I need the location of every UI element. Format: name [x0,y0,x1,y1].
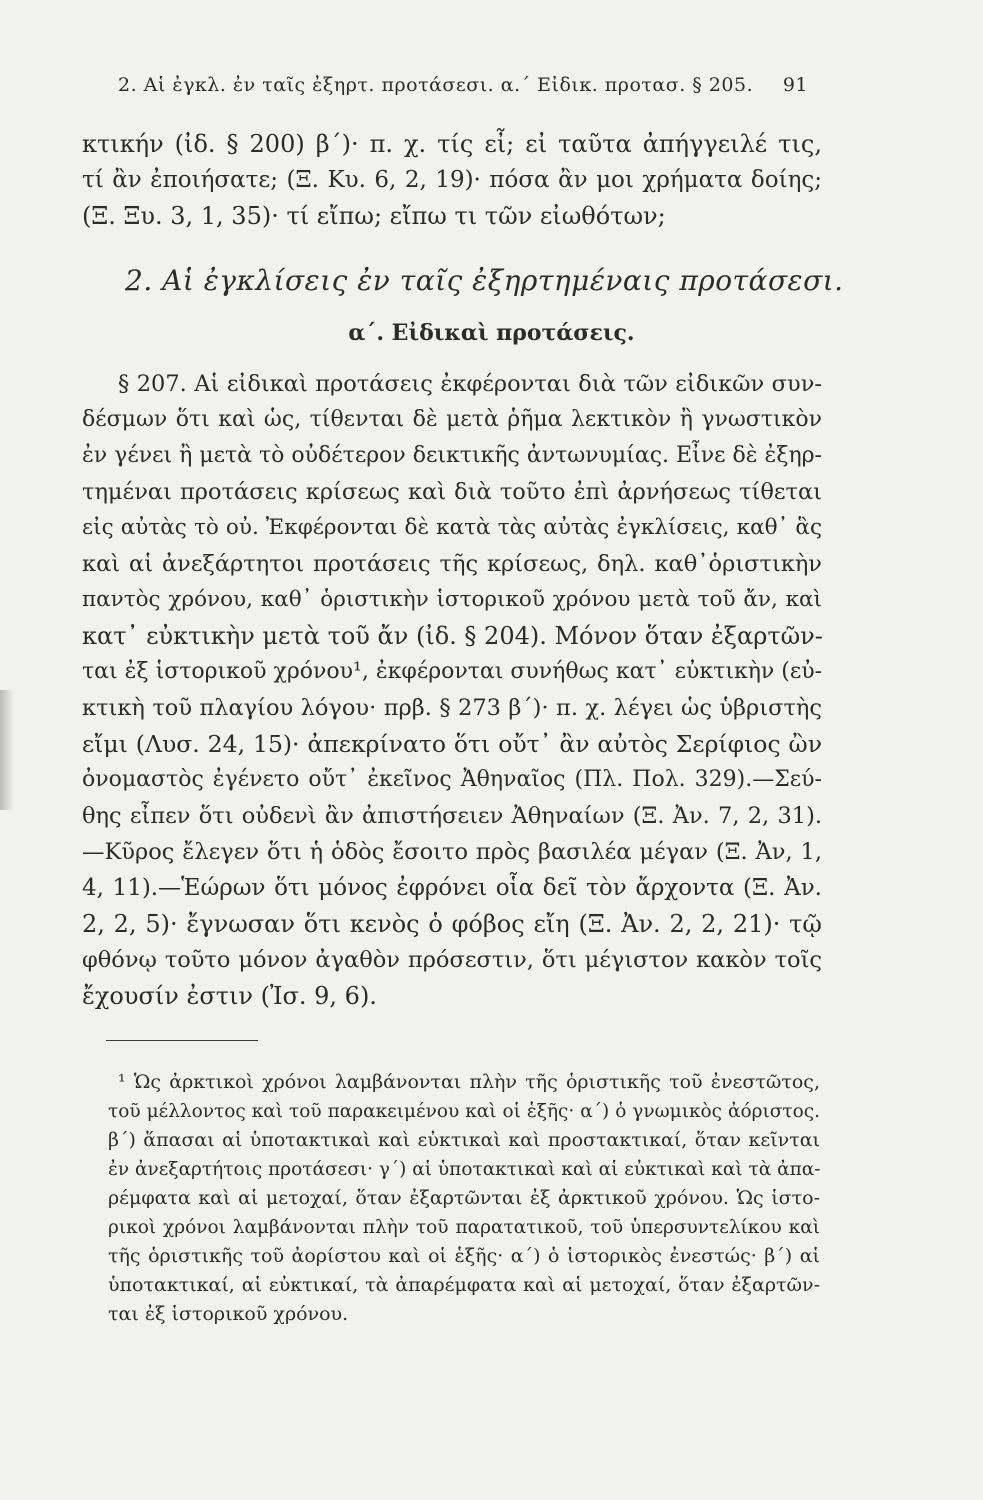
footnote-rule [106,1040,258,1041]
intro-line: κτικήν (ἰδ. § 200) β΄)· π. χ. τίς εἶ; εἰ ταῦτα ἀπήγγειλέ τις, [82,130,822,158]
body-line: ται ἐξ ἱστορικοῦ χρόνου¹, ἐκφέρονται συνήθως κατ᾽ εὐκτικὴν (εὐ- [82,659,823,684]
body-line: —Κῦρος ἔλεγεν ὅτι ἡ ὁδὸς ἔσοιτο πρὸς βασιλέα μέγαν (Ξ. Ἀν, 1, [82,839,822,865]
body-line: καὶ αἱ ἀνεξάρτητοι προτάσεις τῆς κρίσεως, δηλ. καθ᾽ὁριστικὴν [82,551,822,577]
body-line: εἰς αὐτὰς τὸ οὐ. Ἐκφέρονται δὲ κατὰ τὰς αὐτὰς ἐγκλίσεις, καθ᾽ ἃς [82,515,822,540]
footnote-line: ρέμφατα καὶ αἱ μετοχαί, ὅταν ἐξαρτῶνται ἐξ ἀρκτικοῦ χρόνου. Ὡς ἱστο- [108,1187,820,1209]
body-line: παντὸς χρόνου, καθ᾽ ὁριστικὴν ἱστορικοῦ χρόνου μετὰ τοῦ ἄν, καὶ [82,587,822,612]
footnote-line: ἐν ἀνεξαρτήτοις προτάσεσι· γ΄) αἱ ὑποτακτικαὶ καὶ αἱ εὐκτικαὶ καὶ τὰ ἀπα- [108,1159,821,1180]
footnote-line: ¹ Ὡς ἀρκτικοὶ χρόνοι λαμβάνονται πλὴν τῆς ὁριστικῆς τοῦ ἐνεστῶτος, [118,1071,820,1093]
body-line: ἐν γένει ἢ μετὰ τὸ οὐδέτερον δεικτικῆς ἀντωνυμίας. Εἶνε δὲ ἐξηρ- [82,443,822,468]
page-number: 91 [782,74,808,96]
body-line: § 207. Αἱ εἰδικαὶ προτάσεις ἐκφέρονται διὰ τῶν εἰδικῶν συν- [118,371,822,397]
body-line: θης εἶπεν ὅτι οὐδενὶ ἂν ἀπιστήσειεν Ἀθηναίων (Ξ. Ἀν. 7, 2, 31). [82,803,822,829]
footnote-line: τοῦ μέλλοντος καὶ τοῦ παρακειμένου καὶ οἱ ἑξῆς· α΄) ὁ γνωμικὸς ἀόριστος. [108,1101,820,1122]
body-line: 4, 11).—Ἑώρων ὅτι μόνος ἐφρόνει οἷα δεῖ τὸν ἄρχοντα (Ξ. Ἀν. [82,875,822,901]
body-line: κτικὴ τοῦ πλαγίου λόγου· πρβ. § 273 β΄)· π. χ. λέγει ὡς ὑβριστὴς [82,695,822,721]
footnote-line: ρικοὶ χρόνοι λαμβάνονται πλὴν τοῦ παρατατικοῦ, τοῦ ὑπερσυντελίκου καὶ [108,1217,820,1238]
body-line: τημέναι προτάσεις κρίσεως καὶ διὰ τοῦτο ἐπὶ ἀρνήσεως τίθεται [82,479,822,505]
body-line: εἴμι (Λυσ. 24, 15)· ἀπεκρίνατο ὅτι οὔτ᾽ ἂν αὐτὸς Σερίφιος ὢν [82,730,822,758]
page-edge-shadow [0,690,14,810]
body-line: ὀνομαστὸς ἐγένετο οὔτ᾽ ἐκεῖνος Ἀθηναῖος (Πλ. Πολ. 329).—Σεύ- [82,767,822,792]
body-line: φθόνῳ τοῦτο μόνον ἀγαθὸν πρόσεστιν, ὅτι μέγιστον κακὸν τοῖς [82,947,822,973]
footnote-line: β΄) ἅπασαι αἱ ὑποτακτικαὶ καὶ εὐκτικαὶ καὶ προστακτικαί, ὅταν κεῖνται [108,1129,820,1151]
body-line: δέσμων ὅτι καὶ ὡς, τίθενται δὲ μετὰ ῥῆμα λεκτικὸν ἢ γνωστικὸν [82,407,822,432]
running-head [118,74,808,104]
footnote-line: ὑποτακτικαί, αἱ εὐκτικαί, τὰ ἀπαρέμφατα καὶ αἱ μετοχαί, ὅταν ἐξαρτῶν- [108,1274,820,1296]
footnote-line: τῆς ὁριστικῆς τοῦ ἀορίστου καὶ οἱ ἑξῆς· α΄) ὁ ἱστορικὸς ἐνεστώς· β΄) αἱ [108,1245,820,1267]
subsection-heading: α΄. Εἰδικαὶ προτάσεις. [348,320,635,346]
intro-line: (Ξ. Ξυ. 3, 1, 35)· τί εἴπω; εἴπω τι τῶν εἰωθότων; [82,202,666,230]
body-line: ἔχουσίν ἐστιν (Ἰσ. 9, 6). [82,982,377,1010]
footnote-line: ται ἐξ ἱστορικοῦ χρόνου. [108,1303,349,1325]
running-head-title: 2. Αἱ ἐγκλ. ἐν ταῖς ἐξηρτ. προτάσεσι. α.΄ Εἰδικ. προτασ. § 205. [118,74,754,96]
section-heading: 2. Αἱ ἐγκλίσεις ἐν ταῖς ἐξηρτημέναις προτάσεσι. [125,264,844,297]
intro-line: τί ἂν ἐποιήσατε; (Ξ. Κυ. 6, 2, 19)· πόσα ἂν μοι χρήματα δοίης; [82,167,822,193]
body-line: κατ᾽ εὐκτικὴν μετὰ τοῦ ἄν (ἰδ. § 204). Μόνον ὅταν ἐξαρτῶν- [82,622,823,650]
body-line: 2, 2, 5)· ἔγνωσαν ὅτι κενὸς ὁ φόβος εἴη (Ξ. Ἀν. 2, 2, 21)· τῷ [82,910,822,938]
